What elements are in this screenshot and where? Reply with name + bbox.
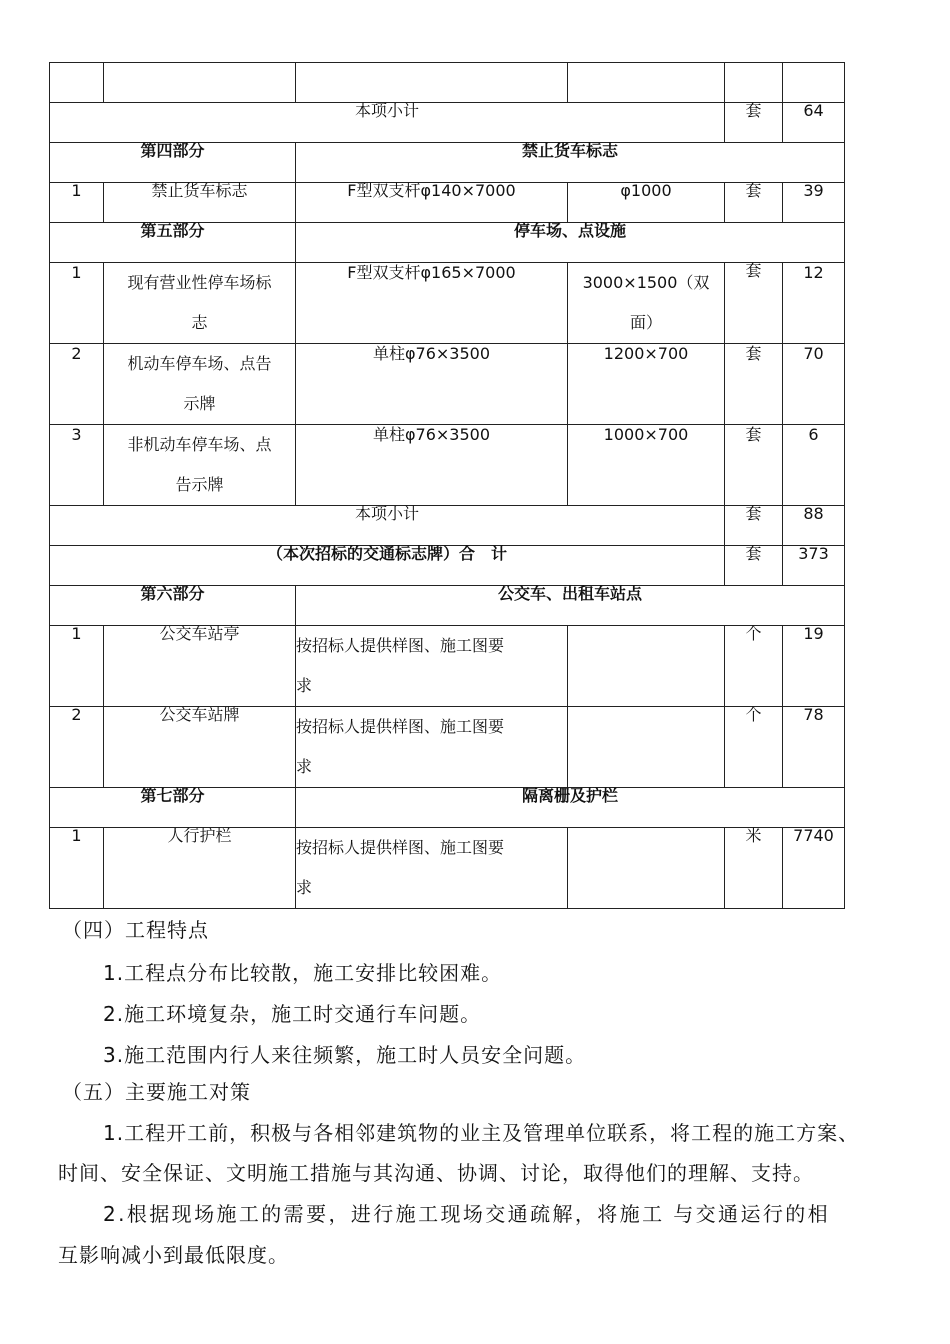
item-size-line2: 面） xyxy=(629,313,662,332)
row-number: 3 xyxy=(50,425,104,506)
item-name: 公交车站牌 xyxy=(104,707,296,788)
section-5-heading: （五）主要施工对策 xyxy=(62,1080,251,1104)
qty-cell: 70 xyxy=(783,344,845,425)
item-name-line1: 非机动车停车场、点 xyxy=(127,435,272,454)
total-row xyxy=(50,546,845,586)
item-name: 公交车站亭 xyxy=(104,626,296,707)
item-name xyxy=(104,425,296,506)
row-number: 2 xyxy=(50,344,104,425)
qty-cell: 19 xyxy=(783,626,845,707)
table-row xyxy=(50,707,845,788)
qty-cell: 88 xyxy=(783,506,845,546)
item-name xyxy=(104,344,296,425)
unit-cell: 套 xyxy=(725,425,783,506)
unit-cell: 个 xyxy=(725,626,783,707)
item-size: φ1000 xyxy=(568,183,725,223)
qty-cell: 78 xyxy=(783,707,845,788)
part-header-row xyxy=(50,143,845,183)
row-number: 2 xyxy=(50,707,104,788)
item-name-line1: 现有营业性停车场标 xyxy=(127,273,272,292)
part-title: 公交车、出租车站点 xyxy=(296,586,845,626)
part-label: 第四部分 xyxy=(50,143,296,183)
section-5-paragraph-2-line-1: 2.根据现场施工的需要，进行施工现场交通疏解，将施工 与交通运行的相 xyxy=(103,1202,831,1226)
quantity-table xyxy=(49,62,845,909)
item-name-line2: 告示牌 xyxy=(175,475,224,494)
qty-cell: 39 xyxy=(783,183,845,223)
part-title: 禁止货车标志 xyxy=(296,143,845,183)
unit-cell: 套 xyxy=(725,506,783,546)
table-row xyxy=(50,344,845,425)
unit-cell: 套 xyxy=(725,103,783,143)
part-label: 第七部分 xyxy=(50,788,296,828)
part-header-row xyxy=(50,586,845,626)
item-size xyxy=(568,263,725,344)
table-row xyxy=(50,263,845,344)
item-size: 1200×700 xyxy=(568,344,725,425)
qty-cell: 6 xyxy=(783,425,845,506)
item-name xyxy=(104,263,296,344)
item-spec xyxy=(296,707,568,788)
qty-cell: 12 xyxy=(783,263,845,344)
item-spec-line1: 按招标人提供样图、施工图要 xyxy=(296,838,505,857)
row-number: 1 xyxy=(50,263,104,344)
subtotal-row xyxy=(50,103,845,143)
part-title: 隔离栅及护栏 xyxy=(296,788,845,828)
section-4-heading: （四）工程特点 xyxy=(62,918,209,942)
part-label: 第六部分 xyxy=(50,586,296,626)
unit-cell: 套 xyxy=(725,546,783,586)
item-name-line1: 机动车停车场、点告 xyxy=(127,354,272,373)
item-name: 禁止货车标志 xyxy=(104,183,296,223)
item-size xyxy=(568,626,725,707)
item-size xyxy=(568,707,725,788)
part-title: 停车场、点设施 xyxy=(296,223,845,263)
item-spec-line1: 按招标人提供样图、施工图要 xyxy=(296,636,505,655)
row-number: 1 xyxy=(50,183,104,223)
unit-cell: 米 xyxy=(725,828,783,909)
item-size-line1: 3000×1500（双 xyxy=(582,273,710,292)
section-4-item-2: 2.施工环境复杂，施工时交通行车问题。 xyxy=(103,1002,482,1026)
table-row xyxy=(50,183,845,223)
row-number: 1 xyxy=(50,828,104,909)
item-name-line2: 示牌 xyxy=(183,394,216,413)
item-name: 人行护栏 xyxy=(104,828,296,909)
part-header-row xyxy=(50,223,845,263)
qty-cell: 64 xyxy=(783,103,845,143)
subtotal-label: 本项小计 xyxy=(50,506,725,546)
total-label: （本次招标的交通标志牌）合 计 xyxy=(50,546,725,586)
table-row xyxy=(50,828,845,909)
section-5-paragraph-1-line-1: 1.工程开工前，积极与各相邻建筑物的业主及管理单位联系，将工程的施工方案、 xyxy=(103,1121,860,1145)
item-spec: F型双支杆φ165×7000 xyxy=(296,263,568,344)
table-row xyxy=(50,63,845,103)
unit-cell: 套 xyxy=(725,183,783,223)
qty-cell: 7740 xyxy=(783,828,845,909)
unit-cell: 个 xyxy=(725,707,783,788)
item-spec xyxy=(296,828,568,909)
item-name-line2: 志 xyxy=(191,313,208,332)
section-4-item-3: 3.施工范围内行人来往频繁，施工时人员安全问题。 xyxy=(103,1043,587,1067)
item-spec-line1: 按招标人提供样图、施工图要 xyxy=(296,717,505,736)
item-spec: 单柱φ76×3500 xyxy=(296,344,568,425)
section-5-paragraph-2-line-2: 互影响减小到最低限度。 xyxy=(58,1243,289,1267)
table-row xyxy=(50,626,845,707)
subtotal-label: 本项小计 xyxy=(50,103,725,143)
unit-cell: 套 xyxy=(725,344,783,425)
part-label: 第五部分 xyxy=(50,223,296,263)
item-spec-line2: 求 xyxy=(296,878,313,897)
qty-cell: 373 xyxy=(783,546,845,586)
item-spec xyxy=(296,626,568,707)
item-spec-line2: 求 xyxy=(296,757,313,776)
unit-cell: 套 xyxy=(725,263,783,344)
subtotal-row xyxy=(50,506,845,546)
part-header-row xyxy=(50,788,845,828)
item-spec: F型双支杆φ140×7000 xyxy=(296,183,568,223)
item-size xyxy=(568,828,725,909)
section-4-item-1: 1.工程点分布比较散，施工安排比较困难。 xyxy=(103,961,503,985)
table-row xyxy=(50,425,845,506)
item-spec: 单柱φ76×3500 xyxy=(296,425,568,506)
item-size: 1000×700 xyxy=(568,425,725,506)
item-spec-line2: 求 xyxy=(296,676,313,695)
row-number: 1 xyxy=(50,626,104,707)
section-5-paragraph-1-line-2: 时间、安全保证、文明施工措施与其沟通、协调、讨论，取得他们的理解、支持。 xyxy=(58,1161,814,1185)
